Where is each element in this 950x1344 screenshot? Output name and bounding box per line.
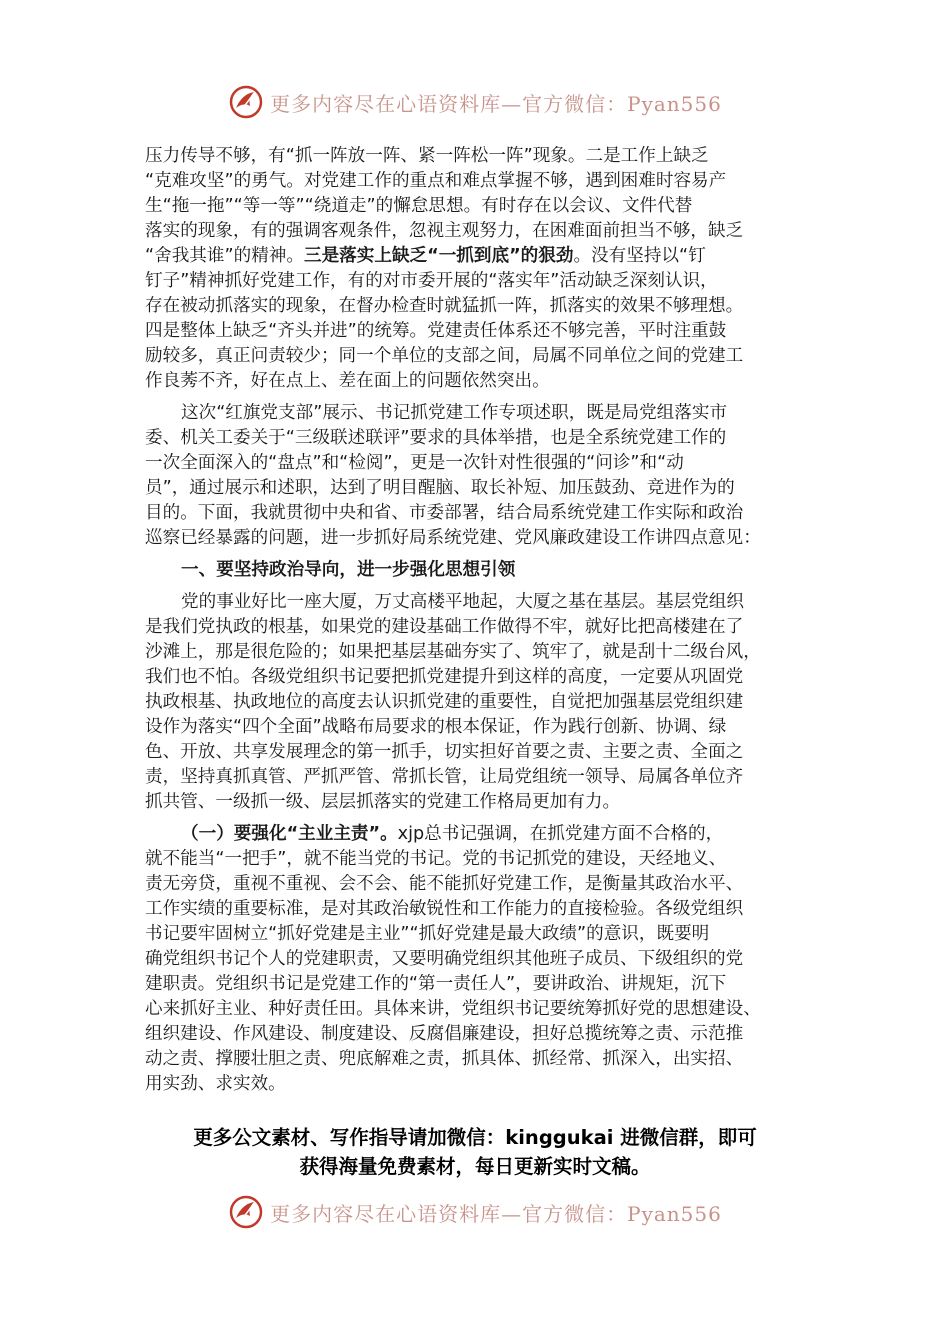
text-line: 钉子”精神抓好党建工作，有的对市委开展的“落实年”活动缺乏深刻认识， xyxy=(145,271,718,291)
header-banner-text: 更多内容尽在心语资料库—官方微信：Pyan556 xyxy=(270,91,722,116)
text-line: 责，坚持真抓真管、严抓严管、常抓长管，让局党组统一领导、局属各单位齐 xyxy=(145,767,744,787)
text-line: 书记要牢固树立“抓好党建是主业”“抓好党建是最大政绩”的意识，既要明 xyxy=(145,924,710,944)
text-line: 四是整体上缺乏“齐头并进”的统筹。党建责任体系还不够完善，平时注重鼓 xyxy=(145,321,727,341)
text-line: 存在被动抓落实的现象，在督办检查时就猛抓一阵，抓落实的效果不够理想。 xyxy=(145,296,744,316)
promo-line: 获得海量免费素材，每日更新实时文稿。 xyxy=(299,1155,651,1178)
logo-icon xyxy=(228,84,264,120)
logo-icon xyxy=(228,1194,264,1230)
text-line: 励较多，真正问责较少；同一个单位的支部之间，局属不同单位之间的党建工 xyxy=(145,346,744,366)
paragraph-4 xyxy=(145,822,810,1097)
text-span: “舍我其谁”的精神。 xyxy=(145,246,304,266)
text-line: 责无旁贷，重视不重视、会不会、能不能抓好党建工作，是衡量其政治水平、 xyxy=(145,874,744,894)
text-line: 组织建设、作风建设、制度建设、反腐倡廉建设，担好总揽统筹之责、示范推 xyxy=(145,1024,744,1044)
document-body xyxy=(145,144,810,1097)
text-line: 执政根基、执政地位的高度去认识抓党建的重要性，自觉把加强基层党组织建 xyxy=(145,692,744,712)
text-line: 巡察已经暴露的问题，进一步抓好局系统党建、党风廉政建设工作讲四点意见： xyxy=(145,528,761,548)
text-line xyxy=(145,822,810,847)
promo-line: 更多公文素材、写作指导请加微信：kinggukai 进微信群，即可 xyxy=(193,1126,757,1149)
promo-notice xyxy=(0,1123,950,1181)
paragraph-1 xyxy=(145,144,810,394)
bold-emphasis: 三是落实上缺乏“一抓到底”的狠劲 xyxy=(303,246,574,266)
paragraph-2 xyxy=(145,401,810,551)
text-line xyxy=(145,244,810,269)
text-line: 色、开放、共享发展理念的第一抓手，切实担好首要之责、主要之责、全面之 xyxy=(145,742,744,762)
text-line: 一次全面深入的“盘点”和“检阅”，更是一次针对性很强的“问诊”和“动 xyxy=(145,453,684,473)
text-line: 心来抓好主业、种好责任田。具体来讲，党组织书记要统筹抓好党的思想建设、 xyxy=(145,999,761,1019)
text-line: 作良莠不齐，好在点上、差在面上的问题依然突出。 xyxy=(145,371,550,391)
text-line: 落实的现象，有的强调客观条件，忽视主观努力，在困难面前担当不够，缺乏 xyxy=(145,221,744,241)
subsection-heading: （一）要强化“主业主责”。 xyxy=(181,824,398,844)
text-span: xjp总书记强调，在抓党建方面不合格的， xyxy=(397,824,724,844)
text-line: 用实劲、求实效。 xyxy=(145,1074,286,1094)
text-line: 确党组织书记个人的党建职责，又要明确党组织其他班子成员、下级组织的党 xyxy=(145,949,744,969)
footer-watermark-banner xyxy=(0,1190,950,1234)
header-watermark-banner xyxy=(0,80,950,124)
text-line: 生“拖一拖”“等一等”“绕道走”的懈怠思想。有时存在以会议、文件代替 xyxy=(145,196,693,216)
text-line: 动之责、撑腰壮胆之责、兜底解难之责，抓具体、抓经常、抓深入，出实招、 xyxy=(145,1049,744,1069)
text-span: 。没有坚持以“钉 xyxy=(573,246,706,266)
text-line: 建职责。党组织书记是党建工作的“第一责任人”，要讲政治、讲规矩，沉下 xyxy=(145,974,727,994)
text-line: 沙滩上，那是很危险的；如果把基层基础夯实了、筑牢了，就是刮十二级台风， xyxy=(145,642,761,662)
text-line: 抓共管、一级抓一级、层层抓落实的党建工作格局更加有力。 xyxy=(145,792,621,812)
paragraph-3 xyxy=(145,590,810,815)
section-heading: 一、要坚持政治导向，进一步强化思想引领 xyxy=(181,560,516,580)
text-line: 员”，通过展示和述职，达到了明目醒脑、取长补短、加压鼓劲、竞进作为的 xyxy=(145,478,735,498)
text-line: 压力传导不够，有“抓一阵放一阵、紧一阵松一阵”现象。二是工作上缺乏 xyxy=(145,146,709,166)
text-line: 委、机关工委关于“三级联述联评”要求的具体举措，也是全系统党建工作的 xyxy=(145,428,727,448)
text-line: 是我们党执政的根基，如果党的建设基础工作做得不牢，就好比把高楼建在了 xyxy=(145,617,744,637)
text-line: 就不能当“一把手”，就不能当党的书记。党的书记抓党的建设，天经地义、 xyxy=(145,849,727,869)
text-line: 这次“红旗党支部”展示、书记抓党建工作专项述职，既是局党组落实市 xyxy=(181,403,728,423)
text-line: 党的事业好比一座大厦，万丈高楼平地起，大厦之基在基层。基层党组织 xyxy=(181,592,745,612)
text-line: 工作实绩的重要标准，是对其政治敏锐性和工作能力的直接检验。各级党组织 xyxy=(145,899,744,919)
text-line: “克难攻坚”的勇气。对党建工作的重点和难点掌握不够，遇到困难时容易产 xyxy=(145,171,727,191)
text-line: 我们也不怕。各级党组织书记要把抓党建提升到这样的高度，一定要从巩固党 xyxy=(145,667,744,687)
footer-banner-text: 更多内容尽在心语资料库—官方微信：Pyan556 xyxy=(270,1201,722,1226)
text-line: 设作为落实“四个全面”战略布局要求的根本保证，作为践行创新、协调、绿 xyxy=(145,717,727,737)
text-line: 目的。下面，我就贯彻中央和省、市委部署，结合局系统党建工作实际和政治 xyxy=(145,503,744,523)
